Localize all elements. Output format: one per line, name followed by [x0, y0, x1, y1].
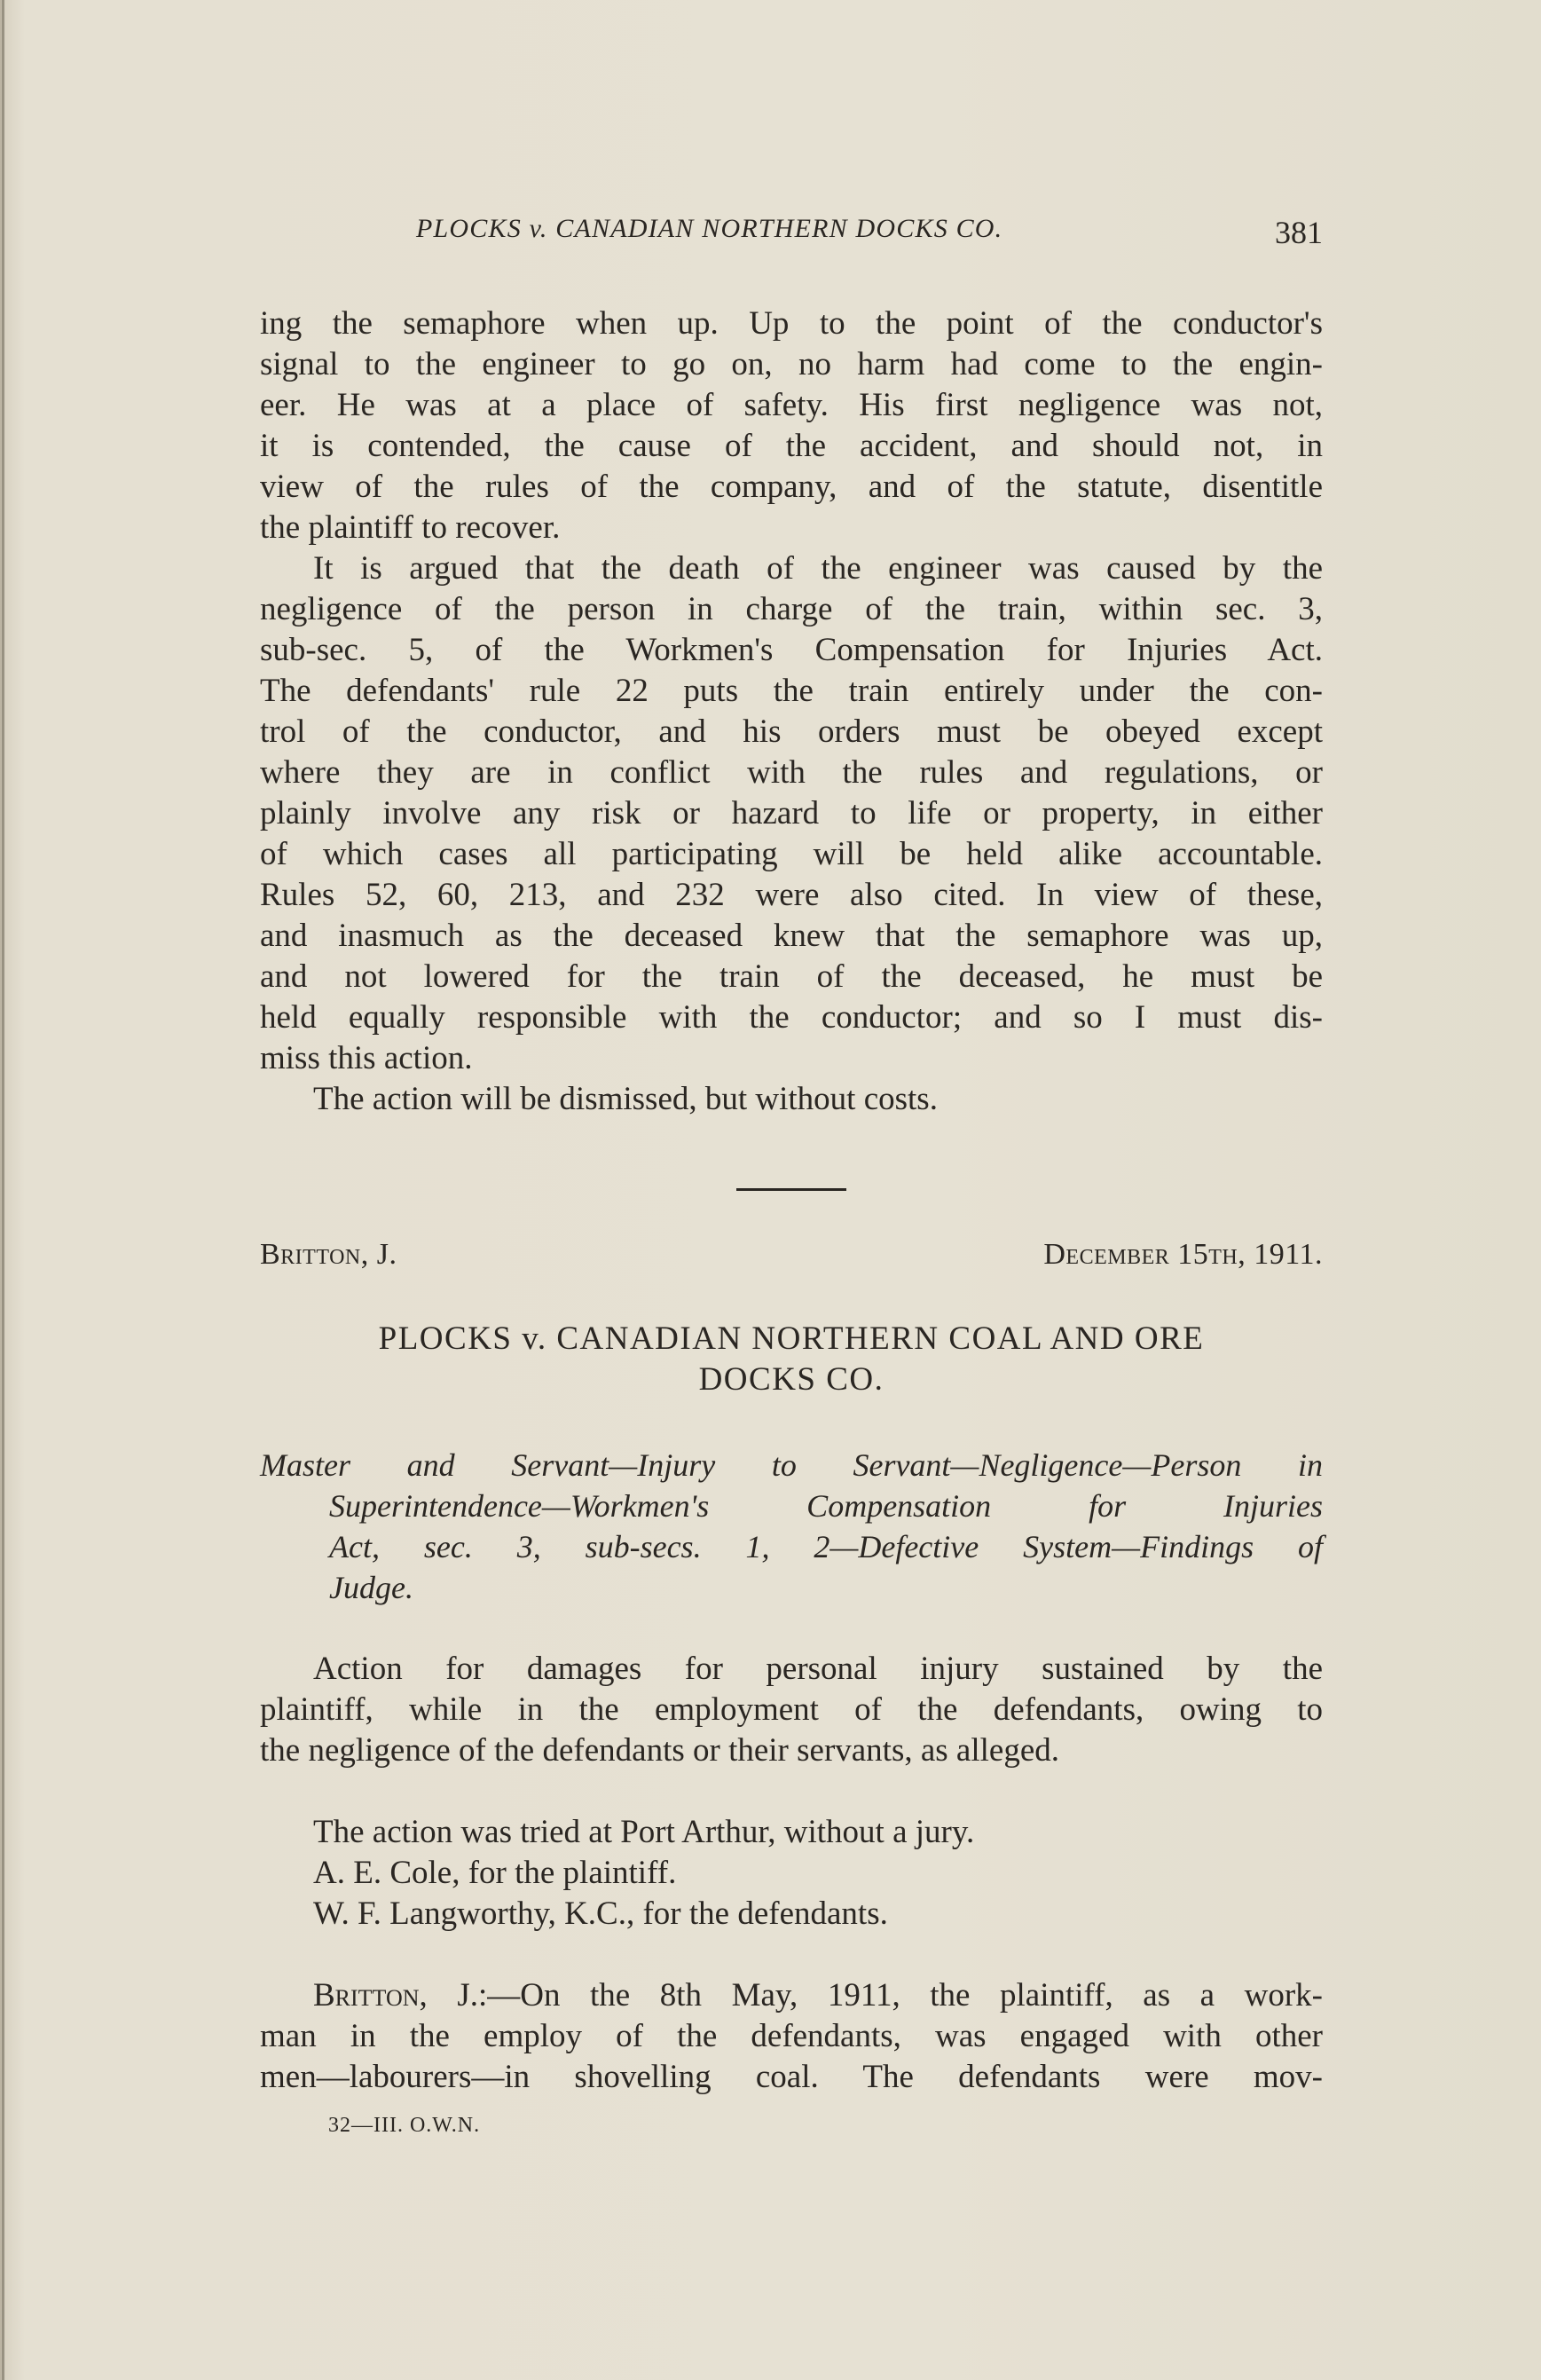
body-line: man in the employ of the defendants, was engaged with other — [260, 2018, 1323, 2054]
case-title-line-1: PLOCKS v. CANADIAN NORTHERN COAL AND ORE — [378, 1320, 1205, 1357]
body-line: negligence of the person in charge of the train, within sec. 3, — [260, 591, 1323, 627]
binding-edge — [2, 0, 4, 2380]
case-title-line-2: DOCKS CO. — [698, 1361, 885, 1398]
body-line: Action for damages for personal injury sustained by the — [313, 1651, 1323, 1687]
headnote-line: Judge. — [329, 1570, 413, 1605]
trial-venue: The action was tried at Port Arthur, without a jury. — [313, 1814, 975, 1850]
body-line: view of the rules of the company, and of the statute, disentitle — [260, 469, 1323, 505]
body-line: Rules 52, 60, 213, and 232 were also cited. In view of these, — [260, 877, 1323, 913]
body-line: the negligence of the defendants or their servants, as alleged. — [260, 1732, 1060, 1769]
body-line: the plaintiff to recover. — [260, 509, 561, 546]
section-divider — [736, 1188, 846, 1191]
body-line: It is argued that the death of the engineer was caused by the — [313, 550, 1323, 587]
body-line: of which cases all participating will be held alike accountable. — [260, 836, 1323, 872]
running-head-title: PLOCKS v. CANADIAN NORTHERN DOCKS CO. — [416, 214, 1003, 243]
body-line: men—labourers—in shovelling coal. The defendants were mov- — [260, 2059, 1323, 2095]
body-line: The defendants' rule 22 puts the train entirely under the con- — [260, 673, 1323, 709]
body-line: ing the semaphore when up. Up to the point of the conductor's — [260, 305, 1323, 342]
body-line: eer. He was at a place of safety. His first negligence was not, — [260, 387, 1323, 423]
signature-mark: 32—III. O.W.N. — [328, 2114, 481, 2137]
headnote-line: Superintendence—Workmen's Compensation for Injuries — [329, 1488, 1323, 1524]
body-line: plaintiff, while in the employment of the defendants, owing to — [260, 1691, 1323, 1728]
page-number: 381 — [1275, 215, 1323, 250]
defendant-counsel: W. F. Langworthy, K.C., for the defendants. — [313, 1895, 888, 1932]
body-line: where they are in conflict with the rules and regulations, or — [260, 754, 1323, 791]
running-head — [260, 214, 1323, 258]
body-line: The action will be dismissed, but without costs. — [313, 1081, 938, 1117]
judgment-judge-name: Britton, J. — [313, 1977, 478, 2014]
body-line: trol of the conductor, and his orders must be obeyed except — [260, 713, 1323, 750]
judgment-first-line — [260, 1975, 1323, 2016]
body-line: it is contended, the cause of the accident, and should not, in — [260, 428, 1323, 464]
body-line: held equally responsible with the conductor; and so I must dis- — [260, 999, 1323, 1036]
body-line: and not lowered for the train of the deceased, he must be — [260, 958, 1323, 995]
headnote-line: Act, sec. 3, sub-secs. 1, 2—Defective System—Findings of — [329, 1529, 1323, 1564]
judgment-first-line-text: :—On the 8th May, 1911, the plaintiff, as a work- — [477, 1977, 1323, 2014]
judgment-date: December 15th, 1911. — [1043, 1238, 1323, 1271]
headnote-line: Master and Servant—Injury to Servant—Negligence—Person in — [260, 1447, 1323, 1483]
body-line: signal to the engineer to go on, no harm had come to the engin- — [260, 346, 1323, 382]
body-line: plainly involve any risk or hazard to life or property, in either — [260, 795, 1323, 831]
body-line: sub-sec. 5, of the Workmen's Compensation for Injuries Act. — [260, 632, 1323, 668]
body-line: and inasmuch as the deceased knew that the semaphore was up, — [260, 918, 1323, 954]
body-line: miss this action. — [260, 1040, 473, 1076]
plaintiff-counsel: A. E. Cole, for the plaintiff. — [313, 1855, 677, 1891]
judge-name: Britton, J. — [260, 1238, 397, 1271]
